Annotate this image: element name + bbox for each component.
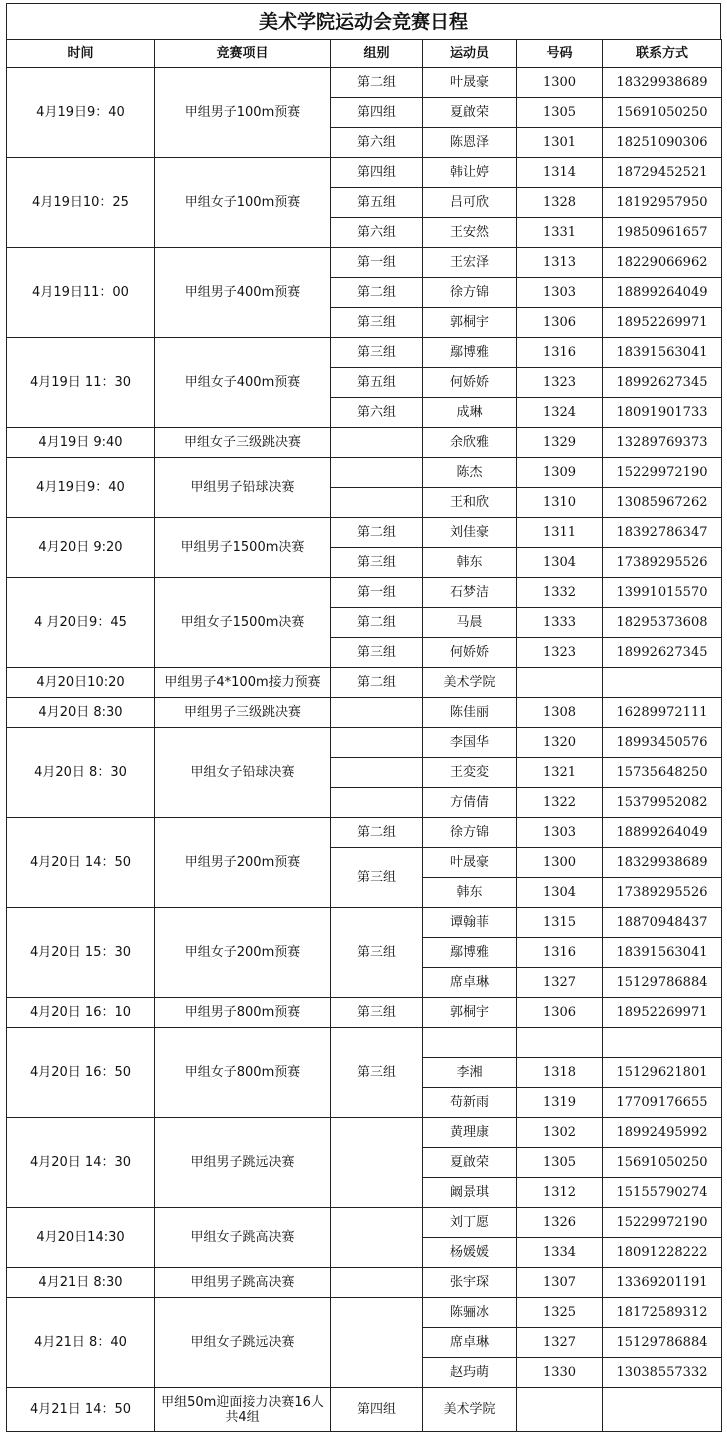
event-cell: 甲组男子4*100m接力预赛 <box>155 668 331 698</box>
time-cell: 4月20日 8:30 <box>7 698 155 728</box>
number-cell: 1334 <box>517 1238 603 1268</box>
table-row <box>7 248 722 278</box>
athlete-cell: 方倩倩 <box>423 788 517 818</box>
event-cell: 甲组女子跳高决赛 <box>155 1208 331 1268</box>
athlete-cell: 何娇娇 <box>423 368 517 398</box>
group-cell: 第四组 <box>331 98 423 128</box>
number-cell: 1331 <box>517 218 603 248</box>
number-cell: 1323 <box>517 638 603 668</box>
athlete-cell: 谭翰菲 <box>423 908 517 938</box>
athlete-cell: 刘佳豪 <box>423 518 517 548</box>
group-cell: 第三组 <box>331 1028 423 1118</box>
group-cell: 第二组 <box>331 818 423 848</box>
phone-cell: 13991015570 <box>603 578 722 608</box>
group-cell: 第六组 <box>331 398 423 428</box>
number-cell: 1327 <box>517 1328 603 1358</box>
table-row <box>7 728 722 758</box>
table-row <box>7 908 722 938</box>
group-cell: 第三组 <box>331 848 423 908</box>
athlete-cell: 韩让婷 <box>423 158 517 188</box>
table-row <box>7 1028 722 1058</box>
group-cell <box>331 1118 423 1208</box>
number-cell <box>517 668 603 698</box>
phone-cell: 13085967262 <box>603 488 722 518</box>
number-cell: 1312 <box>517 1178 603 1208</box>
number-cell: 1313 <box>517 248 603 278</box>
event-cell: 甲组男子1500m决赛 <box>155 518 331 578</box>
athlete-cell: 苟新雨 <box>423 1088 517 1118</box>
schedule-table <box>6 39 722 1432</box>
athlete-cell: 阚景琪 <box>423 1178 517 1208</box>
group-cell: 第四组 <box>331 1388 423 1432</box>
table-row <box>7 998 722 1028</box>
phone-cell: 15229972190 <box>603 458 722 488</box>
table-row <box>7 818 722 848</box>
phone-cell: 18952269971 <box>603 998 722 1028</box>
time-cell: 4月19日9：40 <box>7 458 155 518</box>
phone-cell: 18172589312 <box>603 1298 722 1328</box>
phone-cell: 15129621801 <box>603 1058 722 1088</box>
time-cell: 4月20日 14：30 <box>7 1118 155 1208</box>
group-cell <box>331 788 423 818</box>
header-row <box>7 40 722 68</box>
table-row <box>7 458 722 488</box>
athlete-cell: 石梦洁 <box>423 578 517 608</box>
athlete-cell: 王和欣 <box>423 488 517 518</box>
phone-cell: 15379952082 <box>603 788 722 818</box>
header-time: 时间 <box>7 40 155 68</box>
athlete-cell: 王変変 <box>423 758 517 788</box>
athlete-cell: 陈骊冰 <box>423 1298 517 1328</box>
number-cell: 1314 <box>517 158 603 188</box>
phone-cell: 16289972111 <box>603 698 722 728</box>
number-cell: 1330 <box>517 1358 603 1388</box>
time-cell: 4月20日10:20 <box>7 668 155 698</box>
group-cell <box>331 458 423 488</box>
phone-cell: 18229066962 <box>603 248 722 278</box>
phone-cell: 15129786884 <box>603 968 722 998</box>
phone-cell <box>603 1028 722 1058</box>
group-cell: 第三组 <box>331 548 423 578</box>
phone-cell: 18992627345 <box>603 638 722 668</box>
number-cell: 1325 <box>517 1298 603 1328</box>
time-cell: 4月19日9：40 <box>7 68 155 158</box>
athlete-cell: 席卓琳 <box>423 968 517 998</box>
group-cell <box>331 488 423 518</box>
page-title: 美术学院运动会竞赛日程 <box>6 3 721 39</box>
group-cell <box>331 728 423 758</box>
phone-cell: 18391563041 <box>603 938 722 968</box>
phone-cell: 18251090306 <box>603 128 722 158</box>
group-cell: 第二组 <box>331 518 423 548</box>
athlete-cell: 王宏泽 <box>423 248 517 278</box>
number-cell: 1324 <box>517 398 603 428</box>
table-row <box>7 668 722 698</box>
time-cell: 4月20日 14：50 <box>7 818 155 908</box>
time-cell: 4月20日14:30 <box>7 1208 155 1268</box>
phone-cell: 15735648250 <box>603 758 722 788</box>
number-cell: 1300 <box>517 68 603 98</box>
event-cell: 甲组男子跳远决赛 <box>155 1118 331 1208</box>
table-row <box>7 158 722 188</box>
group-cell <box>331 1268 423 1298</box>
number-cell: 1315 <box>517 908 603 938</box>
athlete-cell: 夏啟荣 <box>423 98 517 128</box>
athlete-cell: 余欣雅 <box>423 428 517 458</box>
number-cell: 1301 <box>517 128 603 158</box>
athlete-cell: 黄理康 <box>423 1118 517 1148</box>
athlete-cell: 席卓琳 <box>423 1328 517 1358</box>
number-cell <box>517 1028 603 1058</box>
phone-cell: 13038557332 <box>603 1358 722 1388</box>
schedule-sheet <box>6 3 721 1432</box>
phone-cell: 18391563041 <box>603 338 722 368</box>
header-number: 号码 <box>517 40 603 68</box>
group-cell: 第六组 <box>331 218 423 248</box>
table-row <box>7 68 722 98</box>
athlete-cell: 陈恩泽 <box>423 128 517 158</box>
event-cell: 甲组50m迎面接力决赛16人共4组 <box>155 1388 331 1432</box>
table-row <box>7 1208 722 1238</box>
athlete-cell: 韩东 <box>423 878 517 908</box>
time-cell: 4月21日 8：40 <box>7 1298 155 1388</box>
table-row <box>7 428 722 458</box>
event-cell: 甲组女子800m预赛 <box>155 1028 331 1118</box>
number-cell <box>517 1388 603 1432</box>
number-cell: 1320 <box>517 728 603 758</box>
event-cell: 甲组女子400m预赛 <box>155 338 331 428</box>
phone-cell: 18329938689 <box>603 848 722 878</box>
time-cell: 4月19日10：25 <box>7 158 155 248</box>
phone-cell: 15129786884 <box>603 1328 722 1358</box>
athlete-cell: 郭桐宇 <box>423 308 517 338</box>
time-cell: 4月21日 8:30 <box>7 1268 155 1298</box>
group-cell: 第五组 <box>331 368 423 398</box>
table-row <box>7 518 722 548</box>
number-cell: 1306 <box>517 998 603 1028</box>
athlete-cell: 李湘 <box>423 1058 517 1088</box>
athlete-cell: 陈杰 <box>423 458 517 488</box>
event-cell: 甲组男子200m预赛 <box>155 818 331 908</box>
number-cell: 1305 <box>517 1148 603 1178</box>
time-cell: 4月19日 9:40 <box>7 428 155 458</box>
number-cell: 1305 <box>517 98 603 128</box>
number-cell: 1322 <box>517 788 603 818</box>
athlete-cell: 夏啟荣 <box>423 1148 517 1178</box>
time-cell: 4月20日 9:20 <box>7 518 155 578</box>
phone-cell: 18993450576 <box>603 728 722 758</box>
number-cell: 1302 <box>517 1118 603 1148</box>
event-cell: 甲组女子200m预赛 <box>155 908 331 998</box>
phone-cell: 18295373608 <box>603 608 722 638</box>
athlete-cell <box>423 1028 517 1058</box>
phone-cell: 13369201191 <box>603 1268 722 1298</box>
group-cell: 第三组 <box>331 908 423 998</box>
athlete-cell: 美术学院 <box>423 668 517 698</box>
number-cell: 1319 <box>517 1088 603 1118</box>
phone-cell: 18899264049 <box>603 818 722 848</box>
table-row <box>7 1268 722 1298</box>
phone-cell <box>603 668 722 698</box>
group-cell: 第四组 <box>331 158 423 188</box>
number-cell: 1311 <box>517 518 603 548</box>
number-cell: 1304 <box>517 878 603 908</box>
time-cell: 4月20日 16：50 <box>7 1028 155 1118</box>
athlete-cell: 张宇琛 <box>423 1268 517 1298</box>
group-cell: 第三组 <box>331 638 423 668</box>
table-row <box>7 338 722 368</box>
athlete-cell: 美术学院 <box>423 1388 517 1432</box>
table-row <box>7 1298 722 1328</box>
number-cell: 1310 <box>517 488 603 518</box>
phone-cell: 17389295526 <box>603 548 722 578</box>
number-cell: 1300 <box>517 848 603 878</box>
athlete-cell: 叶晟豪 <box>423 68 517 98</box>
number-cell: 1321 <box>517 758 603 788</box>
number-cell: 1309 <box>517 458 603 488</box>
group-cell <box>331 758 423 788</box>
number-cell: 1316 <box>517 338 603 368</box>
phone-cell: 13289769373 <box>603 428 722 458</box>
number-cell: 1308 <box>517 698 603 728</box>
schedule-body <box>7 68 722 1432</box>
athlete-cell: 鄢博雅 <box>423 938 517 968</box>
group-cell: 第三组 <box>331 998 423 1028</box>
phone-cell: 18091228222 <box>603 1238 722 1268</box>
event-cell: 甲组男子铅球决赛 <box>155 458 331 518</box>
number-cell: 1327 <box>517 968 603 998</box>
athlete-cell: 徐方锦 <box>423 818 517 848</box>
phone-cell: 19850961657 <box>603 218 722 248</box>
time-cell: 4月19日11：00 <box>7 248 155 338</box>
athlete-cell: 马晨 <box>423 608 517 638</box>
phone-cell: 18729452521 <box>603 158 722 188</box>
number-cell: 1323 <box>517 368 603 398</box>
number-cell: 1303 <box>517 818 603 848</box>
event-cell: 甲组女子三级跳决赛 <box>155 428 331 458</box>
table-row <box>7 1388 722 1432</box>
athlete-cell: 何娇娇 <box>423 638 517 668</box>
athlete-cell: 吕可欣 <box>423 188 517 218</box>
phone-cell: 17709176655 <box>603 1088 722 1118</box>
number-cell: 1326 <box>517 1208 603 1238</box>
number-cell: 1303 <box>517 278 603 308</box>
group-cell: 第二组 <box>331 608 423 638</box>
event-cell: 甲组男子100m预赛 <box>155 68 331 158</box>
event-cell: 甲组女子100m预赛 <box>155 158 331 248</box>
header-group: 组别 <box>331 40 423 68</box>
number-cell: 1329 <box>517 428 603 458</box>
athlete-cell: 陈佳丽 <box>423 698 517 728</box>
time-cell: 4月20日 15：30 <box>7 908 155 998</box>
group-cell: 第三组 <box>331 338 423 368</box>
phone-cell: 17389295526 <box>603 878 722 908</box>
header-phone: 联系方式 <box>603 40 722 68</box>
number-cell: 1307 <box>517 1268 603 1298</box>
phone-cell: 15229972190 <box>603 1208 722 1238</box>
time-cell: 4月20日 16：10 <box>7 998 155 1028</box>
event-cell: 甲组男子400m预赛 <box>155 248 331 338</box>
number-cell: 1306 <box>517 308 603 338</box>
athlete-cell: 郭桐宇 <box>423 998 517 1028</box>
table-row <box>7 578 722 608</box>
group-cell <box>331 428 423 458</box>
group-cell <box>331 698 423 728</box>
athlete-cell: 叶晟豪 <box>423 848 517 878</box>
group-cell: 第二组 <box>331 668 423 698</box>
group-cell <box>331 1298 423 1388</box>
athlete-cell: 徐方锦 <box>423 278 517 308</box>
phone-cell: 18992495992 <box>603 1118 722 1148</box>
phone-cell: 18192957950 <box>603 188 722 218</box>
event-cell: 甲组男子三级跳决赛 <box>155 698 331 728</box>
athlete-cell: 杨媛媛 <box>423 1238 517 1268</box>
athlete-cell: 李国华 <box>423 728 517 758</box>
phone-cell: 18392786347 <box>603 518 722 548</box>
athlete-cell: 刘丁愿 <box>423 1208 517 1238</box>
phone-cell: 18091901733 <box>603 398 722 428</box>
number-cell: 1333 <box>517 608 603 638</box>
table-row <box>7 1118 722 1148</box>
event-cell: 甲组男子800m预赛 <box>155 998 331 1028</box>
number-cell: 1318 <box>517 1058 603 1088</box>
athlete-cell: 鄢博雅 <box>423 338 517 368</box>
table-row <box>7 698 722 728</box>
phone-cell: 15691050250 <box>603 1148 722 1178</box>
phone-cell: 15155790274 <box>603 1178 722 1208</box>
event-cell: 甲组女子铅球决赛 <box>155 728 331 818</box>
athlete-cell: 成琳 <box>423 398 517 428</box>
time-cell: 4月20日 8：30 <box>7 728 155 818</box>
phone-cell: 18992627345 <box>603 368 722 398</box>
group-cell: 第二组 <box>331 68 423 98</box>
athlete-cell: 韩东 <box>423 548 517 578</box>
time-cell: 4月19日 11：30 <box>7 338 155 428</box>
phone-cell: 18952269971 <box>603 308 722 338</box>
group-cell: 第六组 <box>331 128 423 158</box>
time-cell: 4月21日 14：50 <box>7 1388 155 1432</box>
group-cell: 第三组 <box>331 308 423 338</box>
time-cell: 4 月20日9：45 <box>7 578 155 668</box>
athlete-cell: 赵玙萌 <box>423 1358 517 1388</box>
number-cell: 1316 <box>517 938 603 968</box>
group-cell: 第二组 <box>331 278 423 308</box>
group-cell: 第一组 <box>331 248 423 278</box>
group-cell: 第一组 <box>331 578 423 608</box>
phone-cell: 18899264049 <box>603 278 722 308</box>
phone-cell: 18870948437 <box>603 908 722 938</box>
group-cell: 第五组 <box>331 188 423 218</box>
group-cell <box>331 1208 423 1268</box>
number-cell: 1328 <box>517 188 603 218</box>
event-cell: 甲组女子1500m决赛 <box>155 578 331 668</box>
event-cell: 甲组男子跳高决赛 <box>155 1268 331 1298</box>
event-cell: 甲组女子跳远决赛 <box>155 1298 331 1388</box>
phone-cell: 18329938689 <box>603 68 722 98</box>
number-cell: 1304 <box>517 548 603 578</box>
number-cell: 1332 <box>517 578 603 608</box>
athlete-cell: 王安然 <box>423 218 517 248</box>
phone-cell <box>603 1388 722 1432</box>
phone-cell: 15691050250 <box>603 98 722 128</box>
header-athlete: 运动员 <box>423 40 517 68</box>
header-event: 竞赛项目 <box>155 40 331 68</box>
